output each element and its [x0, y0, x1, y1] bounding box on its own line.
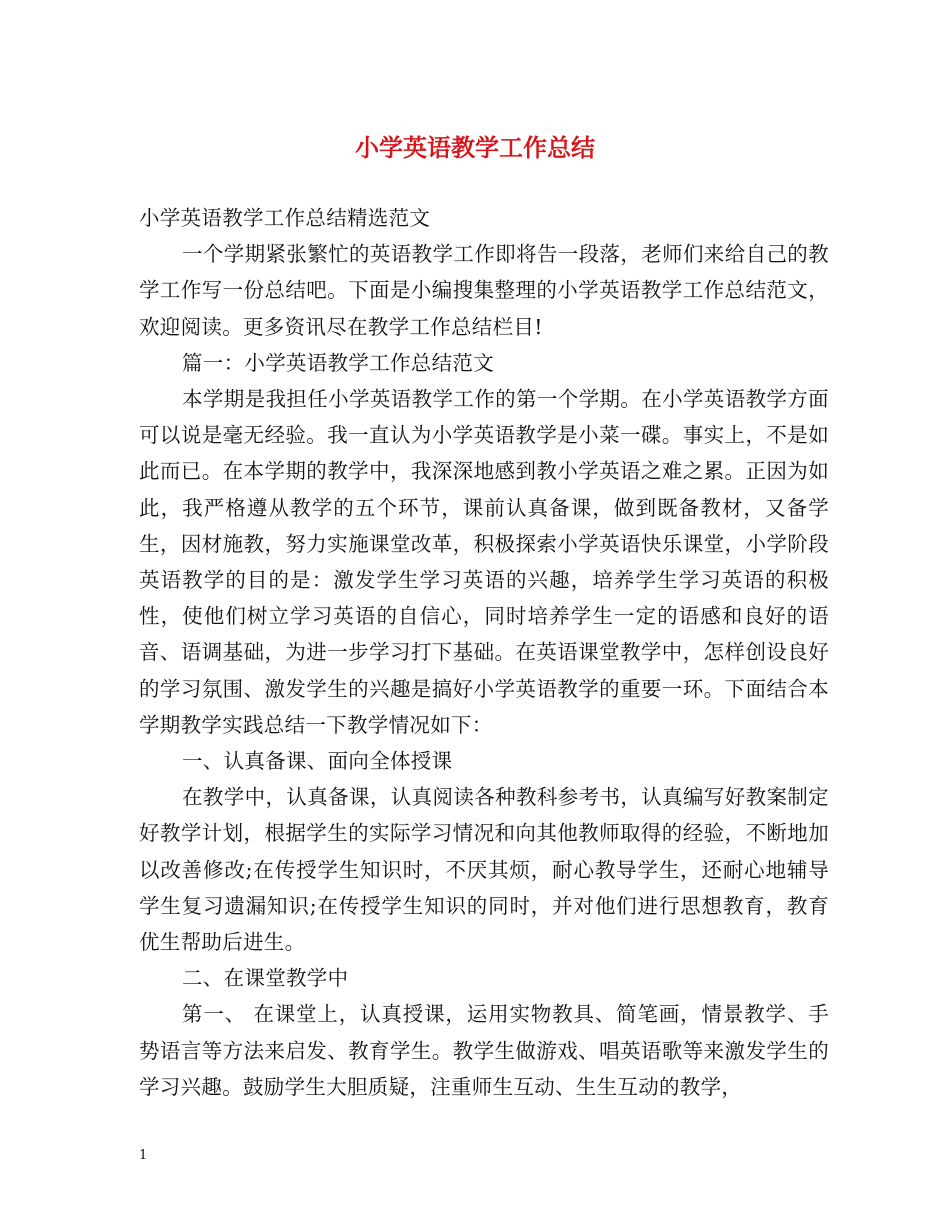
section-heading-2: 二、在课堂教学中 — [182, 966, 349, 991]
document-subtitle: 小学英语教学工作总结精选范文 — [139, 206, 431, 230]
document-body — [139, 200, 829, 1105]
document-title: 小学英语教学工作总结 — [355, 133, 595, 162]
section-heading-1: 一、认真备课、面向全体授课 — [182, 749, 453, 774]
intro-paragraph: 一个学期紧张繁忙的英语教学工作即将告一段落，老师们来给自己的教学工作写一份总结吧。下面是小编搜集整理的小学英语教学工作总结范文，欢迎阅读。更多资讯尽在教学工作总结栏目! — [139, 242, 829, 339]
body-paragraph: 在教学中，认真备课，认真阅读各种教科参考书，认真编写好教案制定好教学计划，根据学生的实际学习情况和向其他教师取得的经验，不断地加以改善修改;在传授学生知识时，不厌其烦，耐心教导学生，还耐心地辅导学生复习遗漏知识;在传授学生知识的同时，并对他们进行思想教育，教育优生帮助后进生。 — [139, 785, 829, 955]
page-number: 1 — [139, 1148, 148, 1163]
body-paragraph: 本学期是我担任小学英语教学工作的第一个学期。在小学英语教学方面可以说是毫无经验。我一直认为小学英语教学是小菜一碟。事实上，不是如此而已。在本学期的教学中，我深深地感到教小学英语之难之累。正因为如此，我严格遵从教学的五个环节，课前认真备课，做到既备教材，又备学生，因材施教，努力实施课堂改革，积极探索小学英语快乐课堂，小学阶段英语教学的目的是：激发学生学习英语的兴趣，培养学生学习英语的积极性，使他们树立学习英语的自信心，同时培养学生一定的语感和良好的语音、语调基础，为进一步学习打下基础。在英语课堂教学中，怎样创设良好的学习氛围、激发学生的兴趣是搞好小学英语教学的重要一环。下面结合本学期教学实践总结一下教学情况如下： — [139, 387, 829, 737]
section-heading-part-one: 篇一：小学英语教学工作总结范文 — [182, 350, 494, 375]
body-paragraph: 第一、 在课堂上，认真授课，运用实物教具、简笔画，情景教学、手势语言等方法来启发、教育学生。教学生做游戏、唱英语歌等来激发学生的学习兴趣。鼓励学生大胆质疑，注重师生互动、生生互动的教学， — [139, 1002, 829, 1099]
